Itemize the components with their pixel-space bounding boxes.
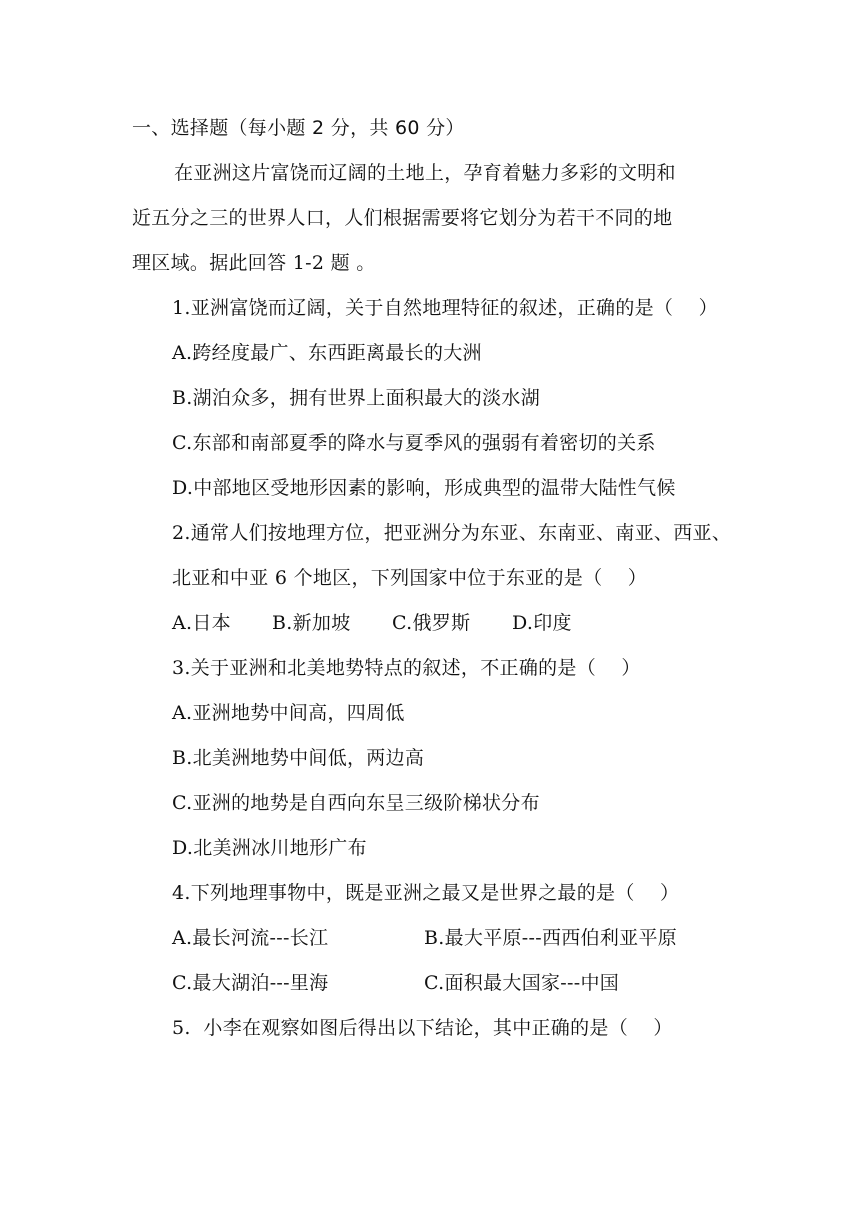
question-3-option-b: B.北美洲地势中间低，两边高 [172, 747, 425, 769]
intro-line-3: 理区域。据此回答 1-2 题 。 [132, 252, 376, 274]
question-1-option-c: C.东部和南部夏季的降水与夏季风的强弱有着密切的关系 [172, 432, 656, 454]
intro-line-2: 近五分之三的世界人口，人们根据需要将它划分为若干不同的地 [132, 207, 673, 229]
question-3-stem: 3.关于亚洲和北美地势特点的叙述，不正确的是（ ） [172, 657, 641, 679]
question-1-stem: 1.亚洲富饶而辽阔，关于自然地理特征的叙述，正确的是（ ） [172, 297, 718, 319]
question-4-option-b: B.最大平原---西西伯利亚平原 [424, 927, 678, 949]
question-3-option-a: A.亚洲地势中间高，四周低 [172, 702, 405, 724]
question-3-option-c: C.亚洲的地势是自西向东呈三级阶梯状分布 [172, 792, 540, 814]
question-1-option-a: A.跨经度最广、东西距离最长的大洲 [172, 342, 482, 364]
question-4-option-c: C.最大湖泊---里海 [172, 972, 329, 994]
question-2-option-a: A.日本 [172, 612, 231, 634]
question-3-option-d: D.北美洲冰川地形广布 [172, 837, 367, 859]
question-1-option-b: B.湖泊众多，拥有世界上面积最大的淡水湖 [172, 387, 541, 409]
question-2-stem-line-1: 2.通常人们按地理方位，把亚洲分为东亚、东南亚、南亚、西亚、 [172, 522, 732, 544]
question-2-option-b: B.新加坡 [272, 612, 351, 634]
question-2-stem-line-2: 北亚和中亚 6 个地区，下列国家中位于东亚的是（ ） [172, 567, 648, 589]
question-1-option-d: D.中部地区受地形因素的影响，形成典型的温带大陆性气候 [172, 477, 676, 499]
intro-line-1: 在亚洲这片富饶而辽阔的土地上，孕育着魅力多彩的文明和 [174, 162, 676, 184]
section-title: 一、选择题（每小题 2 分，共 60 分） [132, 117, 465, 139]
question-4-stem: 4.下列地理事物中，既是亚洲之最又是世界之最的是（ ） [172, 882, 680, 904]
question-4-option-a: A.最长河流---长江 [172, 927, 329, 949]
question-4-option-d: C.面积最大国家---中国 [424, 972, 620, 994]
question-2-option-c: C.俄罗斯 [392, 612, 471, 634]
question-2-option-d: D.印度 [512, 612, 572, 634]
question-5-stem: 5. 小李在观察如图后得出以下结论，其中正确的是（ ） [172, 1017, 673, 1039]
